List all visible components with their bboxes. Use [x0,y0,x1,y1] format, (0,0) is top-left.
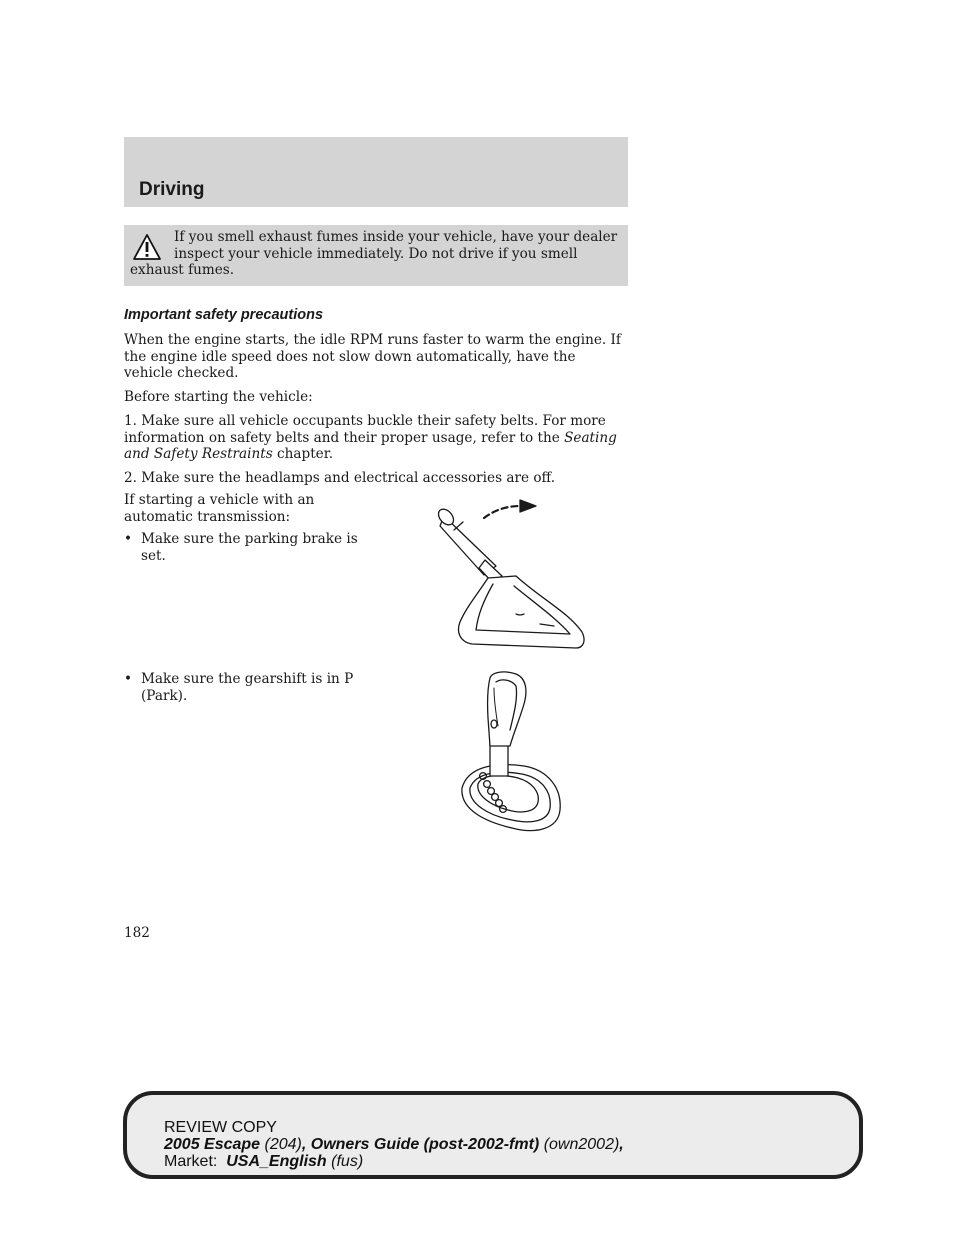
review-copy-footer [123,1091,863,1179]
warning-box [124,225,628,286]
before-starting-paragraph: Before starting the vehicle: [124,389,313,405]
list-item: • Make sure the parking brake is set. [124,531,358,564]
list-item: • Make sure the gearshift is in P (Park). [124,671,354,704]
parking-brake-illustration [436,496,586,652]
subheading-safety-precautions: Important safety precautions [124,307,324,323]
automatic-intro-paragraph: If starting a vehicle with an automatic transmission: [124,492,315,525]
step-2-paragraph: 2. Make sure the headlamps and electrical accessories are off. [124,470,556,486]
warning-text: If you smell exhaust fumes inside your vehicle, have your dealer inspect your vehicle immediately. Do not drive if you smell exhaust fumes. [130,229,618,278]
bullet-icon: • [124,671,133,687]
page-number: 182 [124,925,150,941]
bullet-icon: • [124,531,133,547]
review-copy-label: REVIEW COPY [164,1119,277,1136]
gearshift-illustration [456,670,566,836]
warning-triangle-icon [132,233,162,261]
section-title: Driving [139,179,205,200]
chapter-reference: Seating and Safety Restraints [124,429,617,462]
section-header-band [124,137,628,207]
market-identifier: Market: USA_English (fus) [164,1153,364,1170]
step-1-paragraph: 1. Make sure all vehicle occupants buckle their safety belts. For more information on safety belts and their proper usage, refer to the Seating and Safety Restraints chapter. [124,413,617,462]
document-identifier: 2005 Escape (204), Owners Guide (post-2002-fmt) (own2002), [164,1136,624,1153]
idle-rpm-paragraph: When the engine starts, the idle RPM runs faster to warm the engine. If the engine idle speed does not slow down automatically, have the vehicle checked. [124,332,621,381]
